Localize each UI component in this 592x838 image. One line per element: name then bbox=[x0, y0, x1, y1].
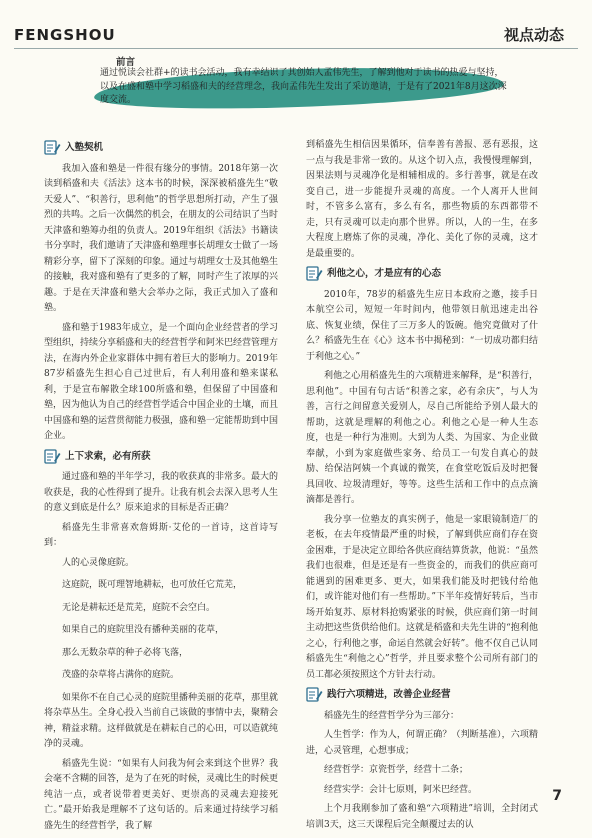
paragraph: 2010年，78岁的稻盛先生应日本政府之邀，接手日本航空公司，短短一年时间内，他带领日航迅速走出谷底、恢复业绩，保住了三万多人的饭碗。他究竟做对了什么？稻盛先生在《心》这本书中揭秘到：“一切成功都归结于利他之心。” bbox=[306, 289, 538, 362]
preface-block bbox=[100, 54, 508, 108]
preface-text: 通过悦读会社群+的读书会活动，我有幸结识了其创始人孟伟先生，了解到他对于读书的热爱与坚持，以及在盛和塾中学习稻盛和夫的经营理念，我向孟伟先生发出了采访邀请，于是有了2021年8月这次深度交流。 bbox=[100, 68, 507, 105]
section-heading bbox=[44, 449, 278, 465]
section-heading bbox=[306, 266, 538, 282]
paragraph: 如果你不在自己心灵的庭院里播种美丽的花草，那里就将杂草丛生。全身心投入当前自己该做的事情中去，聚精会神，精益求精。这样做就是在耕耘自己的心田，可以造就纯净的灵魂。 bbox=[44, 692, 279, 749]
section-heading bbox=[44, 140, 278, 156]
paragraph: 到稻盛先生相信因果循环，信奉善有善报、恶有恶报，这一点与我是非常一致的。从这个切入点，我慢慢理解到，因果法则与灵魂净化是相辅相成的。多行善事，就是在改变自己，进一步能提升灵魂的高度。一个人离开人世间时，不管多么富有，多么有名，那些物质的东西都带不走，只有灵魂可以走向那个世界。所以，人的一生，在多大程度上磨炼了你的灵魂，净化、美化了你的灵魂，这才是最重要的。 bbox=[306, 140, 538, 259]
note-pen-icon bbox=[306, 687, 323, 702]
preface-title: 前言 bbox=[116, 57, 136, 68]
paragraph: 利他之心用稻盛先生的六项精进来解释，是“积善行，思利他”。中国有句古话“积善之家，必有余庆”，与人为善，言行之间留意关爱别人，尽自己所能给予别人最大的帮助，这就是理解的利他之心。利他之心是一种人生态度，也是一种行为准则。大到为人类、为国家、为企业做奉献，小到为家庭做些家务、给员工一句发自真心的鼓励、给保洁阿姨一个真诚的微笑，在食堂吃饭后及时把餐具回收、垃圾清理好，等等。这些生活和工作中的点点滴滴都是善行。 bbox=[306, 371, 538, 505]
magazine-brand: FENGSHOU bbox=[14, 26, 116, 44]
poem-line: 那么无数杂草的种子必将飞落， bbox=[62, 647, 189, 658]
section-title-pursuit: 上下求索，必有所获 bbox=[65, 450, 151, 462]
section-heading bbox=[306, 687, 538, 703]
poem-line: 茂盛的杂草将占满你的庭院。 bbox=[62, 670, 180, 680]
paragraph: 稻盛先生说：“如果有人问我为何会来到这个世界？我会毫不含糊的回答，是为了在死的时候，灵魂比生的时候更纯洁一点，或者说带着更美好、更崇高的灵魂去迎接死亡。”最开始我是理解不了这句话的。后来通过持续学习稻盛先生的经营哲学，我了解 bbox=[44, 758, 279, 831]
poem-line: 这庭院，既可理智地耕耘，也可放任它荒芜， bbox=[62, 580, 243, 590]
section-title-altruism: 利他之心，才是应有的心态 bbox=[327, 268, 442, 279]
page-header bbox=[0, 0, 592, 50]
paragraph: 我分享一位塾友的真实例子，他是一家眼镜制造厂的老板，在去年疫情最严重的时候，了解到供应商们存在资金困难，于是决定立即给各供应商结算货款，他说：“虽然我们也很难，但是还是有一些资金的，而我们的供应商可能遇到的困难更多、更大，如果我们能及时把钱付给他们，或许能对他们有一些帮助。”下半年疫情好转后，当市场开始复苏、原材料抢购紧张的时候，供应商们第一时间主动把这些货供给他们。这就是稻盛和夫先生讲的“抱利他之心，行利他之事，命运自然就会好转”。他不仅自己认同稻盛先生“利他之心”哲学，并且要求整个公司所有部门的员工都必须按照这个方针去行动。 bbox=[306, 514, 538, 680]
section-title: 视点动态 bbox=[503, 26, 564, 44]
paragraph: 上个月我刚参加了盛和塾“六项精进”培训，全封闭式培训3天，这三天课程后完全颠覆过去的认 bbox=[306, 804, 538, 830]
paragraph: 稻盛先生非常喜欢詹姆斯·艾伦的一首诗，这首诗写到： bbox=[44, 522, 278, 548]
page-number: 7 bbox=[552, 788, 562, 804]
paragraph: 经营实学：会计七原则，阿米巴经营。 bbox=[324, 784, 478, 795]
poem-line: 无论是耕耘还是荒芜，庭院不会空白。 bbox=[62, 602, 216, 613]
paragraph: 经营哲学：京瓷哲学，经营十二条； bbox=[324, 765, 469, 775]
paragraph: 我加入盛和塾是一件很有缘分的事情。2018年第一次读到稻盛和夫《活法》这本书的时候，深深被稻盛先生“敬天爱人”、“积善行，思利他”的哲学思想所打动，产生了强烈的共鸣。之后一次偶然的机会，在朋友的公司结识了当时天津盛和塾筹办组的负责人。2019年组织《活法》书籍读书分享时，我们邀请了天津盛和塾理事长胡理女士做了一场精彩分享，留下了深刻的印象。通过与胡理女士及其他塾生的接触，我对盛和塾有了更多的了解，同时产生了浓厚的兴趣。于是在天津盛和塾大会举办之际，我正式加入了盛和塾。 bbox=[44, 163, 279, 313]
poem-line: 如果自己的庭院里没有播种美丽的花草， bbox=[62, 625, 225, 635]
header-rule bbox=[14, 48, 578, 49]
section-title-six-endeavors: 践行六项精进，改善企业经营 bbox=[327, 689, 451, 700]
section-title-entry: 入塾契机 bbox=[65, 142, 104, 153]
paragraph: 通过盛和塾的半年学习，我的收获真的非常多。最大的收获是，我的心性得到了提升。让我有机会去深入思考人生的意义到底是什么？原来追求的目标是否正确？ bbox=[44, 472, 279, 513]
right-column bbox=[306, 138, 538, 837]
paragraph: 盛和塾于1983年成立，是一个面向企业经营者的学习型组织，持续分享稻盛和夫的经营哲学和阿米巴经营管理方法，在海内外企业家群体中拥有着巨大的影响力。2019年87岁稻盛先生担心自己过世后，有人利用盛和塾来谋私利，于是宣布解散全球100所盛和塾，但保留了中国盛和塾，因为他认为自己的经营哲学适合中国企业的土壤，而且中国盛和塾的运营贯彻能力极强，盛和塾一定能帮助到中国企业。 bbox=[44, 322, 279, 441]
note-pen-icon bbox=[44, 449, 61, 464]
left-column bbox=[44, 138, 278, 838]
note-pen-icon bbox=[44, 140, 61, 155]
poem-line: 人的心灵像庭院。 bbox=[62, 557, 135, 568]
note-pen-icon bbox=[306, 266, 323, 281]
paragraph: 稻盛先生的经营哲学分为三部分： bbox=[324, 710, 460, 721]
paragraph: 人生哲学：作为人，何谓正确？（判断基准），六项精进，心灵管理，心想事成； bbox=[306, 730, 538, 756]
